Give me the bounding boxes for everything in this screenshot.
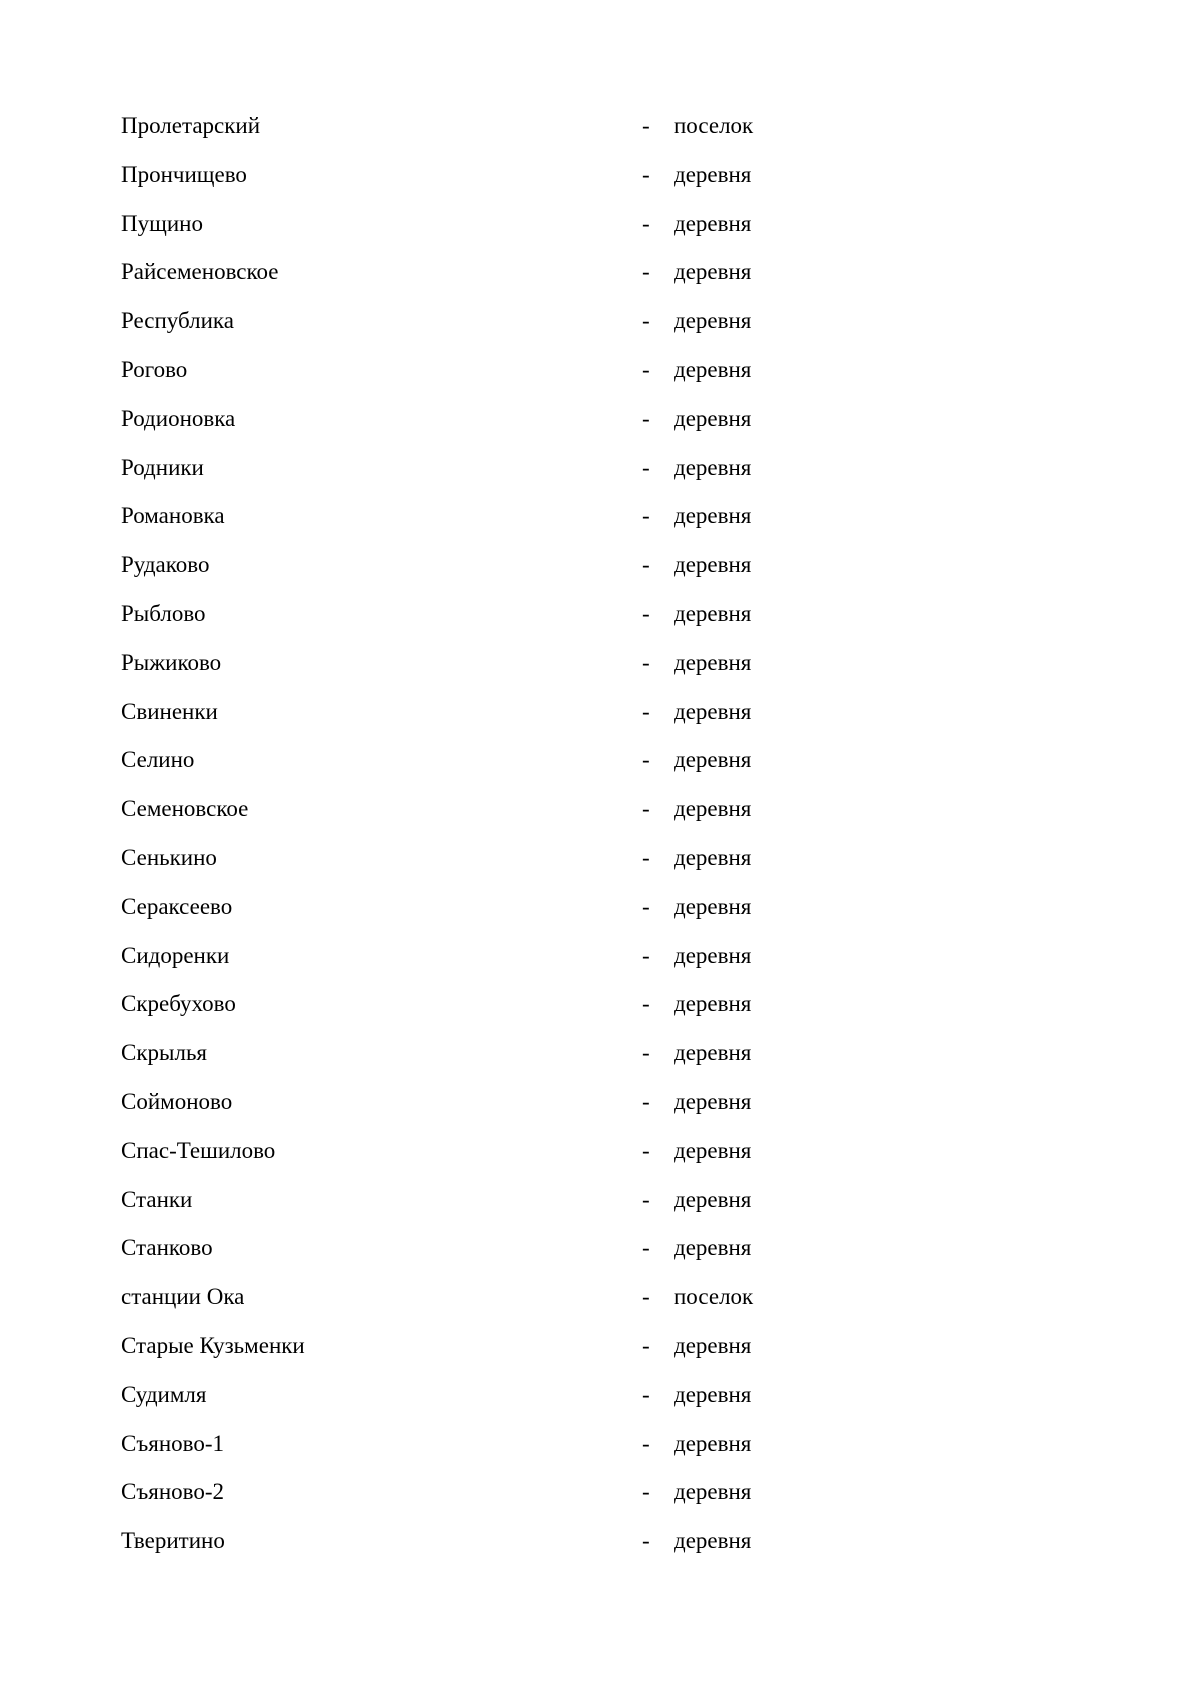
settlement-type: деревня xyxy=(674,161,752,187)
list-item xyxy=(121,840,821,889)
settlement-type: поселок xyxy=(674,1284,754,1310)
settlement-name: Рогово xyxy=(121,356,188,382)
list-item xyxy=(121,694,821,743)
settlement-type: деревня xyxy=(674,356,752,382)
list-item xyxy=(121,889,821,938)
settlement-name: Семеновское xyxy=(121,796,249,822)
settlement-name: Старые Кузьменки xyxy=(121,1332,305,1358)
separator-dash: - xyxy=(642,844,650,870)
settlement-name: Скрылья xyxy=(121,1040,208,1066)
settlement-name: Соймоново xyxy=(121,1088,233,1114)
settlement-name: Рудаково xyxy=(121,552,210,578)
settlement-name: Скребухово xyxy=(121,991,236,1017)
settlement-name: Сидоренки xyxy=(121,942,230,968)
settlement-type: деревня xyxy=(674,1381,752,1407)
settlement-name: Свиненки xyxy=(121,698,218,724)
settlement-name: Тверитино xyxy=(121,1528,225,1554)
settlement-type: деревня xyxy=(674,259,752,285)
settlement-name: Съяново-2 xyxy=(121,1479,224,1505)
settlement-name: Станки xyxy=(121,1186,193,1212)
settlement-name: Судимля xyxy=(121,1381,207,1407)
settlement-type: деревня xyxy=(674,1186,752,1212)
settlement-name: Родионовка xyxy=(121,405,236,431)
settlement-type: деревня xyxy=(674,405,752,431)
list-item xyxy=(121,596,821,645)
list-item xyxy=(121,742,821,791)
separator-dash: - xyxy=(642,1332,650,1358)
settlement-type: поселок xyxy=(674,113,754,138)
separator-dash: - xyxy=(642,1040,650,1066)
separator-dash: - xyxy=(642,161,650,187)
settlement-type: деревня xyxy=(674,503,752,529)
separator-dash: - xyxy=(642,454,650,480)
settlement-type: деревня xyxy=(674,1332,752,1358)
separator-dash: - xyxy=(642,1430,650,1456)
separator-dash: - xyxy=(642,113,650,138)
settlement-name: Рыжиково xyxy=(121,649,222,675)
list-item xyxy=(121,1230,821,1279)
list-item xyxy=(121,791,821,840)
list-item xyxy=(121,1328,821,1377)
settlement-type: деревня xyxy=(674,308,752,334)
list-item xyxy=(121,303,821,352)
settlement-type: деревня xyxy=(674,649,752,675)
list-item xyxy=(121,254,821,303)
list-item xyxy=(121,1377,821,1426)
settlement-type: деревня xyxy=(674,747,752,773)
list-item xyxy=(121,108,821,157)
separator-dash: - xyxy=(642,210,650,236)
settlement-name: Прончищево xyxy=(121,161,247,187)
settlement-type: деревня xyxy=(674,210,752,236)
settlement-type: деревня xyxy=(674,1088,752,1114)
separator-dash: - xyxy=(642,552,650,578)
list-item xyxy=(121,206,821,255)
settlement-name: Пущино xyxy=(121,210,203,236)
separator-dash: - xyxy=(642,1186,650,1212)
settlement-type: деревня xyxy=(674,844,752,870)
separator-dash: - xyxy=(642,893,650,919)
separator-dash: - xyxy=(642,1088,650,1114)
list-item xyxy=(121,1182,821,1231)
settlement-type: деревня xyxy=(674,991,752,1017)
settlement-type: деревня xyxy=(674,1430,752,1456)
list-item xyxy=(121,1035,821,1084)
list-item xyxy=(121,1084,821,1133)
settlement-type: деревня xyxy=(674,942,752,968)
settlement-type: деревня xyxy=(674,1235,752,1261)
settlement-type: деревня xyxy=(674,796,752,822)
settlement-type: деревня xyxy=(674,552,752,578)
settlement-type: деревня xyxy=(674,1040,752,1066)
settlement-name: Сераксеево xyxy=(121,893,233,919)
settlement-type: деревня xyxy=(674,698,752,724)
separator-dash: - xyxy=(642,405,650,431)
settlement-name: Спас-Тешилово xyxy=(121,1137,276,1163)
separator-dash: - xyxy=(642,1235,650,1261)
settlement-name: Пролетарский xyxy=(121,113,261,138)
separator-dash: - xyxy=(642,942,650,968)
settlement-name: Станково xyxy=(121,1235,213,1261)
list-item xyxy=(121,547,821,596)
settlement-name: Романовка xyxy=(121,503,225,529)
list-item xyxy=(121,157,821,206)
list-item xyxy=(121,401,821,450)
list-item xyxy=(121,450,821,499)
separator-dash: - xyxy=(642,600,650,626)
settlement-type: деревня xyxy=(674,1479,752,1505)
separator-dash: - xyxy=(642,503,650,529)
settlement-type: деревня xyxy=(674,1528,752,1554)
separator-dash: - xyxy=(642,649,650,675)
settlement-type: деревня xyxy=(674,1137,752,1163)
settlement-name: Родники xyxy=(121,454,204,480)
settlement-name: станции Ока xyxy=(121,1284,245,1310)
separator-dash: - xyxy=(642,1528,650,1554)
list-item xyxy=(121,1426,821,1475)
separator-dash: - xyxy=(642,698,650,724)
settlement-type: деревня xyxy=(674,600,752,626)
settlement-type: деревня xyxy=(674,893,752,919)
settlement-name: Республика xyxy=(121,308,234,334)
separator-dash: - xyxy=(642,1479,650,1505)
settlement-name: Райсеменовское xyxy=(121,259,279,285)
settlement-name: Сенькино xyxy=(121,844,217,870)
list-item xyxy=(121,1133,821,1182)
separator-dash: - xyxy=(642,1381,650,1407)
list-item xyxy=(121,938,821,987)
list-item xyxy=(121,1523,821,1572)
separator-dash: - xyxy=(642,356,650,382)
separator-dash: - xyxy=(642,1284,650,1310)
list-item xyxy=(121,1474,821,1523)
separator-dash: - xyxy=(642,796,650,822)
separator-dash: - xyxy=(642,991,650,1017)
separator-dash: - xyxy=(642,747,650,773)
settlement-type: деревня xyxy=(674,454,752,480)
settlement-name: Селино xyxy=(121,747,195,773)
separator-dash: - xyxy=(642,1137,650,1163)
list-item xyxy=(121,1279,821,1328)
list-item xyxy=(121,352,821,401)
settlement-name: Рыблово xyxy=(121,600,206,626)
list-item xyxy=(121,645,821,694)
list-item xyxy=(121,498,821,547)
settlement-list xyxy=(121,108,821,1572)
list-item xyxy=(121,986,821,1035)
separator-dash: - xyxy=(642,259,650,285)
separator-dash: - xyxy=(642,308,650,334)
settlement-name: Съяново-1 xyxy=(121,1430,224,1456)
